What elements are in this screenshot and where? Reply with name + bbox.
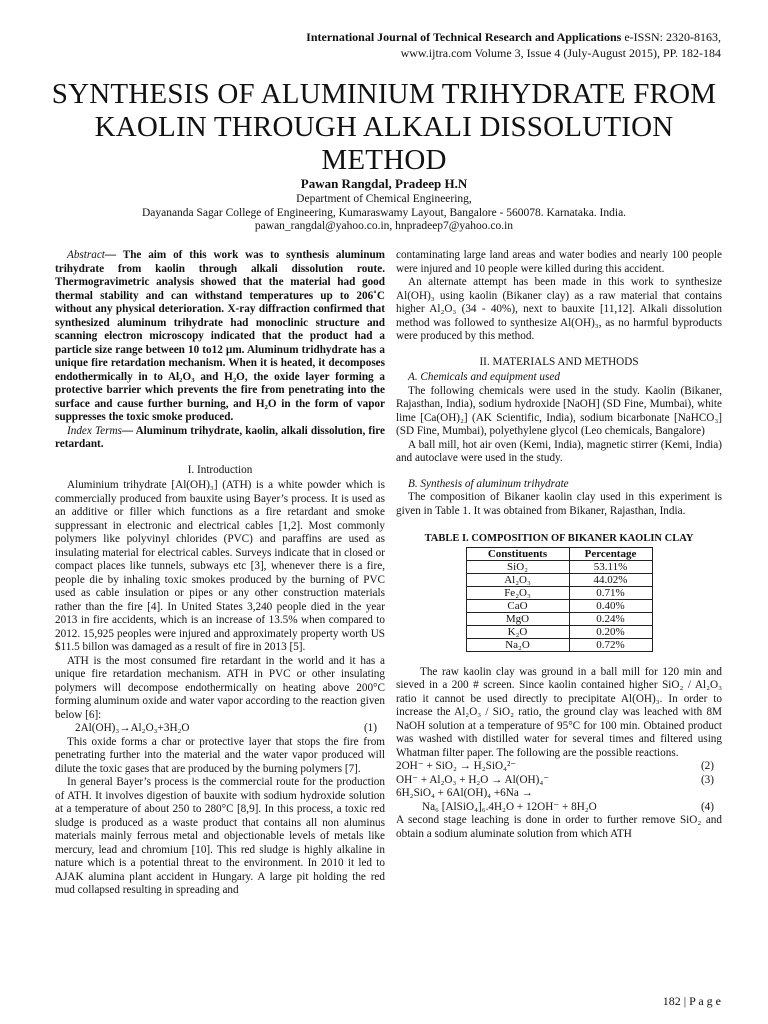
- table-cell: 0.24%: [569, 612, 652, 625]
- affiliation-college: Dayananda Sagar College of Engineering, Kumaraswamy Layout, Bangalore - 560078. Karnataka. India.: [141, 206, 627, 219]
- subsection-a-heading: A. Chemicals and equipment used: [408, 371, 560, 383]
- composition-table: [466, 547, 653, 652]
- abstract: [55, 249, 385, 425]
- table-row: [466, 625, 652, 638]
- table-cell: K₂O: [466, 625, 569, 638]
- right-paragraph-5: The composition of Bikaner kaolin clay used in this experiment is given in Table 1. It was obtained from Bikaner, Rajasthan, India.: [396, 491, 722, 517]
- equation-4b-text: Na₆ [AlSiO₄]₆.4H₂O + 12OH⁻ + 8H₂O: [422, 800, 597, 813]
- right-paragraph-4: A ball mill, hot air oven (Kemi, India), magnetic stirrer (Kemi, India) and autoclave were used in the study.: [396, 438, 722, 464]
- table-header-row: [466, 547, 652, 560]
- equation-4a: [396, 787, 722, 801]
- right-column: [396, 249, 722, 841]
- table-cell: MgO: [466, 612, 569, 625]
- intro-paragraph-2: ATH is the most consumed fire retardant in the world and it has a unique fire retardation mechanism. ATH in PVC or other insulating polymers will decompose endothermically on heating above 200°C forming aluminum oxide and water vapor according to the reaction given below [6]:: [55, 654, 385, 721]
- table-cell: Fe₂O₃: [466, 586, 569, 599]
- index-terms-text: — Aluminum trihydrate, kaolin, alkali dissolution, fire retardant.: [55, 424, 385, 450]
- equation-4-number: (4): [700, 800, 714, 813]
- table-cell: 0.20%: [569, 625, 652, 638]
- table-row: [466, 638, 652, 651]
- journal-name: International Journal of Technical Research and Applications: [306, 30, 622, 44]
- abstract-label: Abstract: [67, 249, 105, 261]
- right-paragraph-2: An alternate attempt has been made in this work to synthesize Al(OH)₃ using kaolin (Bikaner clay) as a raw material that contains higher Al₂O₃ (34 - 40%), next to bauxite [11,12]. Alkali dissolution method was followed to synthesize Al(OH)₃, as no harmful byproducts were produced by this method.: [396, 276, 722, 342]
- equation-4b: [396, 801, 722, 815]
- table-cell: 0.71%: [569, 586, 652, 599]
- subsection-b-heading: B. Synthesis of aluminum trihydrate: [408, 477, 569, 490]
- equation-3-number: (3): [700, 773, 714, 786]
- equation-3-text: OH⁻ + Al₂O₃ + H₂O → Al(OH)₄⁻: [396, 773, 550, 786]
- section-intro-heading: I. Introduction: [187, 463, 253, 476]
- intro-paragraph-4: In general Bayer’s process is the commercial route for the production of ATH. It involves digestion of bauxite with sodium hydroxide solution at a temperature of about 250 to 280°C [8,9]. In this process, a toxic red sludge is produced as a waste product that contains all non aluminus materials mainly ferrous metal and objectionable levels of metals like mercury, lead and chromium [10]. This red sludge is highly alkaline in nature which is a potential threat to the environment. In 2010 it led to AJAK alumina plant accident in Hungary. A large pit holding the red mud collapsed resulting in spreading and: [55, 776, 385, 896]
- right-paragraph-7: A second stage leaching is done in order to further remove SiO₂ and obtain a sodium aluminate solution from which ATH: [396, 814, 722, 840]
- table-row: [466, 560, 652, 573]
- table-row: [466, 573, 652, 586]
- table-cell: SiO₂: [466, 560, 569, 573]
- intro-paragraph-1: Aluminium trihydrate [Al(OH)₃] (ATH) is a white powder which is commercially produced from bauxite using Bayer’s process. It is used as an additive or filler which functions as a fire retardant and smoke suppressant in electronic and electrical cables [1,2]. Most commonly polymers like polyvinyl chlorides (PVC) and paraffins are used as insulating material for electrical cables. Surveys indicate that in closed or compact places like tunnels, subways etc [3], whenever there is a fire, people die by inhaling toxic smokes produced by the burning of PVC used as cable insulation or pipes or any other construction materials rather than the fire [4]. In United States 3,240 people died in the year 2013 in fire accidents, which is an increase of 13.5% when compared to 2012. 15,925 peoples were injured and approximately property worth US $11.5 billon was damaged as a result of fire in 2013 [5].: [55, 479, 385, 653]
- affiliation-emails: pawan_rangdal@yahoo.co.in, hnpradeep7@yahoo.co.in: [254, 220, 514, 232]
- intro-paragraph-3: This oxide forms a char or protective layer that stops the fire from penetrating further into the material and the water vapor produced will dilute the toxic gases that are produced by the burning polymers [7].: [55, 735, 385, 775]
- journal-line-1: [306, 29, 721, 45]
- equation-3: [396, 774, 722, 788]
- table-cell: Al₂O₃: [466, 573, 569, 586]
- paper-authors: Pawan Rangdal, Pradeep H.N: [300, 176, 468, 191]
- equation-4a-text: 6H₂SiO₄ + 6Al(OH)₄ +6Na →: [396, 787, 533, 799]
- table-row: [466, 612, 652, 625]
- table-row: [466, 586, 652, 599]
- equation-2-number: (2): [700, 760, 714, 772]
- equation-1-text: 2Al(OH)₃→Al₂O₃+3H₂O: [75, 722, 190, 734]
- table-cell: Na₂O: [466, 638, 569, 651]
- right-paragraph-1: contaminating large land areas and water bodies and nearly 100 people were injured and 10 people were killed during this accident.: [396, 249, 722, 275]
- equation-1-number: (1): [363, 722, 377, 734]
- page-footer: 182 | P a g e: [662, 994, 721, 1008]
- section-2-heading: II. MATERIALS AND METHODS: [479, 355, 639, 368]
- equation-1: [55, 722, 385, 736]
- table-cell: 0.40%: [569, 599, 652, 612]
- table-cell: 53.11%: [569, 560, 652, 573]
- journal-line-2: www.ijtra.com Volume 3, Issue 4 (July-August 2015), PP. 182-184: [400, 46, 721, 60]
- right-paragraph-3: The following chemicals were used in the study. Kaolin (Bikaner, Rajasthan, India), sodium hydroxide [NaOH] (SD Fine, Mumbai), white lime [Ca(OH)₂] (AK Scientific, India), sodium bicarbonate [NaHCO₃] (SD Fine, Mumbai), polyethylene glycol (Leo chemicals, Bangalore): [396, 384, 722, 437]
- index-terms: [55, 425, 385, 452]
- right-paragraph-6: The raw kaolin clay was ground in a ball mill for 120 min and sieved in a 200 # screen. Since kaolin contained higher SiO₂ / Al₂O₃ ratio it cannot be used directly to precipitate Al(OH)₃. In order to increase the Al₂O₃ / SiO₂ ratio, the ground clay was leached with 8M NaOH solution at a temperature of 95°C for 100 min. Obtained product was washed with distilled water for several times and filtered using Whatman filter paper. The following are the possible reactions.: [396, 665, 722, 759]
- table-cell: 44.02%: [569, 573, 652, 586]
- left-column: [55, 249, 385, 898]
- table-cell: CaO: [466, 599, 569, 612]
- affiliation-dept: Department of Chemical Engineering,: [296, 193, 472, 205]
- equation-2: [396, 760, 722, 774]
- affiliation: [40, 193, 728, 234]
- journal-header: [306, 29, 721, 61]
- table-cell: 0.72%: [569, 638, 652, 651]
- table-header-constituents: Constituents: [466, 547, 569, 560]
- abstract-text: — The aim of this work was to synthesis aluminum trihydrate from kaolin through alkali dissolution route. Thermogravimetric analysis showed that the material had good thermal stability and can withstand temperatures up to 206˚C without any physical deterioration. X-ray diffraction confirmed that synthesized aluminum trihydrate had monoclinic structure and scanning electron microscopy indicated that the product had a particle size range between 10 to12 µm. Aluminum tridhydrate has a unique fire retardation mechanism. When it is heated, it decomposes endothermically in to Al₂O₃ and H₂O, the oxide layer forming a protective barrier which prevents the fire from penetrating into the surface and cause further burning, and H₂O in the form of vapor suppresses the toxic smoke produced.: [55, 249, 385, 423]
- journal-issn: e-ISSN: 2320-8163,: [621, 30, 721, 44]
- table-header-percentage: Percentage: [569, 547, 652, 560]
- index-terms-label: Index Terms: [67, 424, 122, 437]
- paper-title: SYNTHESIS OF ALUMINIUM TRIHYDRATE FROM KAOLIN THROUGH ALKALI DISSOLUTION METHOD: [51, 78, 717, 176]
- equation-2-text: 2OH⁻ + SiO₂ → H₂SiO₄²⁻: [396, 760, 517, 772]
- table-row: [466, 599, 652, 612]
- table-caption: TABLE I. COMPOSITION OF BIKANER KAOLIN CLAY: [424, 533, 694, 544]
